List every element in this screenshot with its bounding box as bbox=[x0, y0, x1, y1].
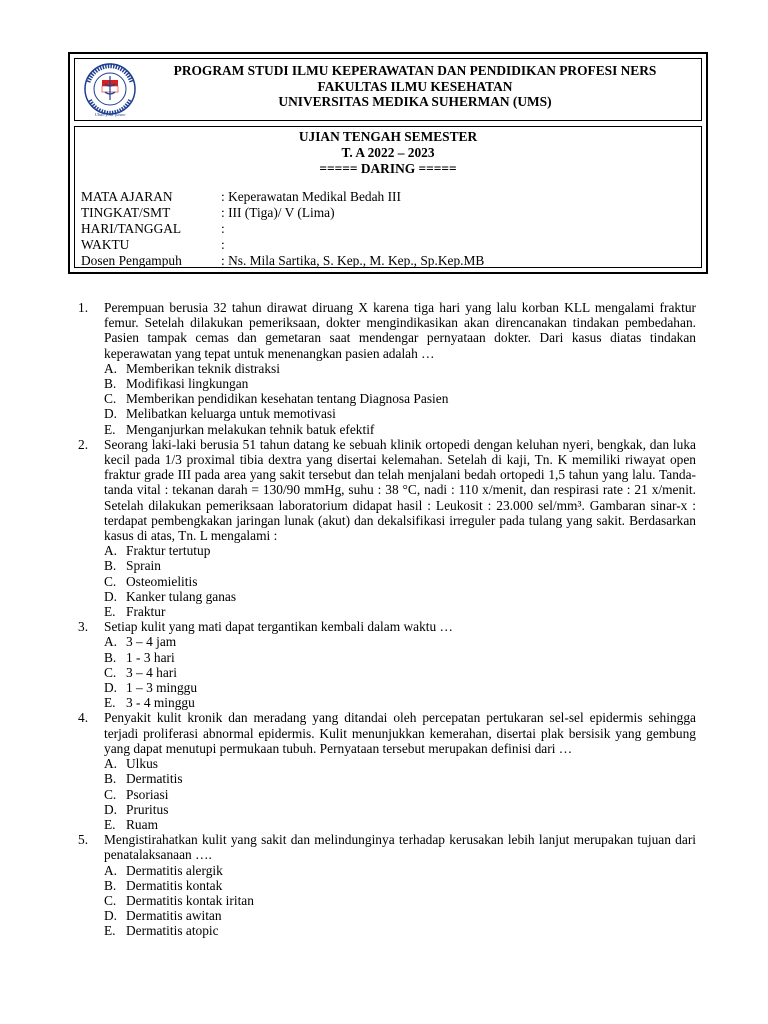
option-letter: A. bbox=[104, 862, 118, 878]
exam-header bbox=[68, 52, 708, 274]
institution-name bbox=[135, 63, 695, 110]
option-text: Dermatitis alergik bbox=[126, 862, 223, 878]
option-e bbox=[104, 604, 696, 619]
option-text: Dermatitis awitan bbox=[126, 908, 222, 924]
option-a bbox=[104, 863, 696, 878]
option-letter: B. bbox=[104, 376, 117, 392]
option-c bbox=[104, 391, 696, 406]
question-text: Perempuan berusia 32 tahun dirawat diruang X karena tiga hari yang lalu korban KLL mengalami fraktur femur. Setelah dilakukan pemeriksaan, dokter mengindikasikan akan direncanakan tindakan pembedahan. Pasien tampak cemas dan gemetaran saat mendengar pernyataan dokter. Dari kasus diatas tindakan keperawatan yang tepat untuk menenangkan pasien adalah … bbox=[104, 300, 696, 361]
option-b bbox=[104, 558, 696, 573]
option-letter: E. bbox=[104, 421, 116, 437]
option-e bbox=[104, 695, 696, 710]
option-letter: D. bbox=[104, 406, 118, 422]
option-text: 3 – 4 jam bbox=[126, 634, 177, 650]
option-text: Psoriasi bbox=[126, 786, 169, 802]
option-d bbox=[104, 802, 696, 817]
option-text: Kanker tulang ganas bbox=[126, 588, 237, 604]
option-letter: C. bbox=[104, 892, 117, 908]
option-text: 3 - 4 minggu bbox=[126, 695, 195, 711]
faculty-line: FAKULTAS ILMU KESEHATAN bbox=[317, 78, 513, 94]
option-letter: A. bbox=[104, 543, 118, 559]
option-text: Melibatkan keluarga untuk memotivasi bbox=[126, 406, 336, 422]
question-1 bbox=[78, 300, 696, 437]
option-text: Fraktur bbox=[126, 604, 166, 620]
option-text: Sprain bbox=[126, 558, 161, 574]
option-letter: E. bbox=[104, 923, 116, 939]
question-2 bbox=[78, 437, 696, 619]
option-text: Memberikan pendidikan kesehatan tentang Diagnosa Pasien bbox=[126, 391, 449, 407]
question-text: Mengistirahatkan kulit yang sakit dan melindunginya terhadap kerusakan lebih lanjut merupakan tujuan dari penatalaksanaan …. bbox=[104, 832, 696, 863]
info-label: WAKTU bbox=[81, 237, 130, 252]
option-d bbox=[104, 589, 696, 604]
option-letter: B. bbox=[104, 771, 117, 787]
question-number: 5. bbox=[78, 832, 89, 848]
option-text: Osteomielitis bbox=[126, 573, 198, 589]
option-letter: A. bbox=[104, 634, 118, 650]
question-number: 2. bbox=[78, 436, 89, 452]
option-e bbox=[104, 923, 696, 938]
info-label: Dosen Pengampuh bbox=[81, 253, 182, 268]
option-c bbox=[104, 574, 696, 589]
option-letter: C. bbox=[104, 664, 117, 680]
logo-motto: Ubah your future bbox=[94, 112, 126, 117]
option-letter: C. bbox=[104, 391, 117, 407]
option-text: 1 – 3 minggu bbox=[126, 680, 198, 696]
option-d bbox=[104, 908, 696, 923]
option-text: Menganjurkan melakukan tehnik batuk efektif bbox=[126, 421, 375, 437]
exam-title bbox=[75, 129, 701, 177]
option-letter: B. bbox=[104, 649, 117, 665]
option-c bbox=[104, 893, 696, 908]
question-text: Seorang laki-laki berusia 51 tahun datang ke sebuah klinik ortopedi dengan keluhan nyeri, bengkak, dan luka kecil pada 1/3 proximal tibia dextra yang disertai kelemahan. Setelah di kaji, Tn. K memiliki riwayat open fraktur grade III pada area yang sakit tersebut dan telah menjalani bedah ortopedi 1,5 tahun yang lalu. Tanda-tanda vital : tekanan darah = 130/90 mmHg, suhu : 38 °C, nadi : 110 x/menit, dan respirasi rate : 21 x/menit. Setelah dilakukan pemeriksaan laboratorium didapat hasil : Leukosit : 23.000 sel/mm³. Gambaran sinar-x : terdapat pembengkakan jaringan lunak (akut) dan dekalsifikasi irreguler pada tulang yang sakit. Berdasarkan kasus di atas, Tn. L mengalami : bbox=[104, 436, 696, 544]
info-label: TINGKAT/SMT bbox=[81, 205, 171, 220]
question-4 bbox=[78, 710, 696, 832]
question-list bbox=[78, 300, 696, 939]
option-d bbox=[104, 680, 696, 695]
option-letter: B. bbox=[104, 558, 117, 574]
option-text: Memberikan teknik distraksi bbox=[126, 360, 280, 376]
exam-info-box bbox=[74, 126, 702, 268]
option-c bbox=[104, 787, 696, 802]
question-number: 3. bbox=[78, 619, 89, 635]
option-text: Fraktur tertutup bbox=[126, 543, 211, 559]
option-a bbox=[104, 756, 696, 771]
option-text: 1 - 3 hari bbox=[126, 649, 175, 665]
question-5 bbox=[78, 832, 696, 938]
info-value: : bbox=[221, 237, 225, 252]
option-b bbox=[104, 376, 696, 391]
info-label: HARI/TANGGAL bbox=[81, 221, 182, 236]
option-letter: D. bbox=[104, 588, 118, 604]
option-a bbox=[104, 361, 696, 376]
option-letter: B. bbox=[104, 877, 117, 893]
question-text: Setiap kulit yang mati dapat tergantikan kembali dalam waktu … bbox=[104, 619, 453, 635]
option-text: Ulkus bbox=[126, 756, 158, 772]
exam-mode: ===== DARING ===== bbox=[319, 161, 457, 176]
university-logo bbox=[80, 62, 140, 118]
option-text: Dermatitis bbox=[126, 771, 183, 787]
option-text: Dermatitis kontak iritan bbox=[126, 892, 254, 908]
option-b bbox=[104, 878, 696, 893]
option-d bbox=[104, 406, 696, 421]
option-a bbox=[104, 543, 696, 558]
option-a bbox=[104, 634, 696, 649]
option-c bbox=[104, 665, 696, 680]
option-letter: D. bbox=[104, 801, 118, 817]
option-text: Ruam bbox=[126, 816, 158, 832]
option-text: Dermatitis atopic bbox=[126, 923, 219, 939]
institution-box bbox=[74, 58, 702, 121]
option-b bbox=[104, 771, 696, 786]
program-line: PROGRAM STUDI ILMU KEPERAWATAN DAN PENDIDIKAN PROFESI NERS bbox=[173, 63, 657, 78]
option-letter: E. bbox=[104, 816, 116, 832]
option-letter: E. bbox=[104, 604, 116, 620]
info-value: : Ns. Mila Sartika, S. Kep., M. Kep., Sp.Kep.MB bbox=[221, 253, 485, 268]
option-letter: A. bbox=[104, 756, 118, 772]
option-text: Modifikasi lingkungan bbox=[126, 376, 249, 392]
option-text: 3 – 4 hari bbox=[126, 664, 177, 680]
option-text: Dermatitis kontak bbox=[126, 877, 223, 893]
question-number: 4. bbox=[78, 710, 89, 726]
question-3 bbox=[78, 619, 696, 710]
option-e bbox=[104, 422, 696, 437]
option-b bbox=[104, 650, 696, 665]
option-letter: D. bbox=[104, 680, 118, 696]
exam-name: UJIAN TENGAH SEMESTER bbox=[298, 129, 478, 144]
option-letter: A. bbox=[104, 360, 118, 376]
option-letter: D. bbox=[104, 908, 118, 924]
option-text: Pruritus bbox=[126, 801, 169, 817]
info-value: : Keperawatan Medikal Bedah III bbox=[221, 189, 401, 204]
option-letter: C. bbox=[104, 573, 117, 589]
option-e bbox=[104, 817, 696, 832]
option-letter: C. bbox=[104, 786, 117, 802]
question-number: 1. bbox=[78, 300, 89, 315]
question-text: Penyakit kulit kronik dan meradang yang ditandai oleh percepatan pertukaran sel-sel epidermis sehingga terjadi proliferasi abnormal epidermis. Kulit menunjukkan kemerahan, disertai plak bersisik yang gembung yang dapat menutupi permukaan tubuh. Pernyataan tersebut merupakan definisi dari … bbox=[104, 710, 696, 756]
info-value: : bbox=[221, 221, 225, 236]
university-line: UNIVERSITAS MEDIKA SUHERMAN (UMS) bbox=[278, 94, 552, 109]
academic-year: T. A 2022 – 2023 bbox=[341, 145, 435, 160]
info-label: MATA AJARAN bbox=[81, 189, 173, 204]
info-value: : III (Tiga)/ V (Lima) bbox=[221, 205, 335, 220]
option-letter: E. bbox=[104, 695, 116, 711]
